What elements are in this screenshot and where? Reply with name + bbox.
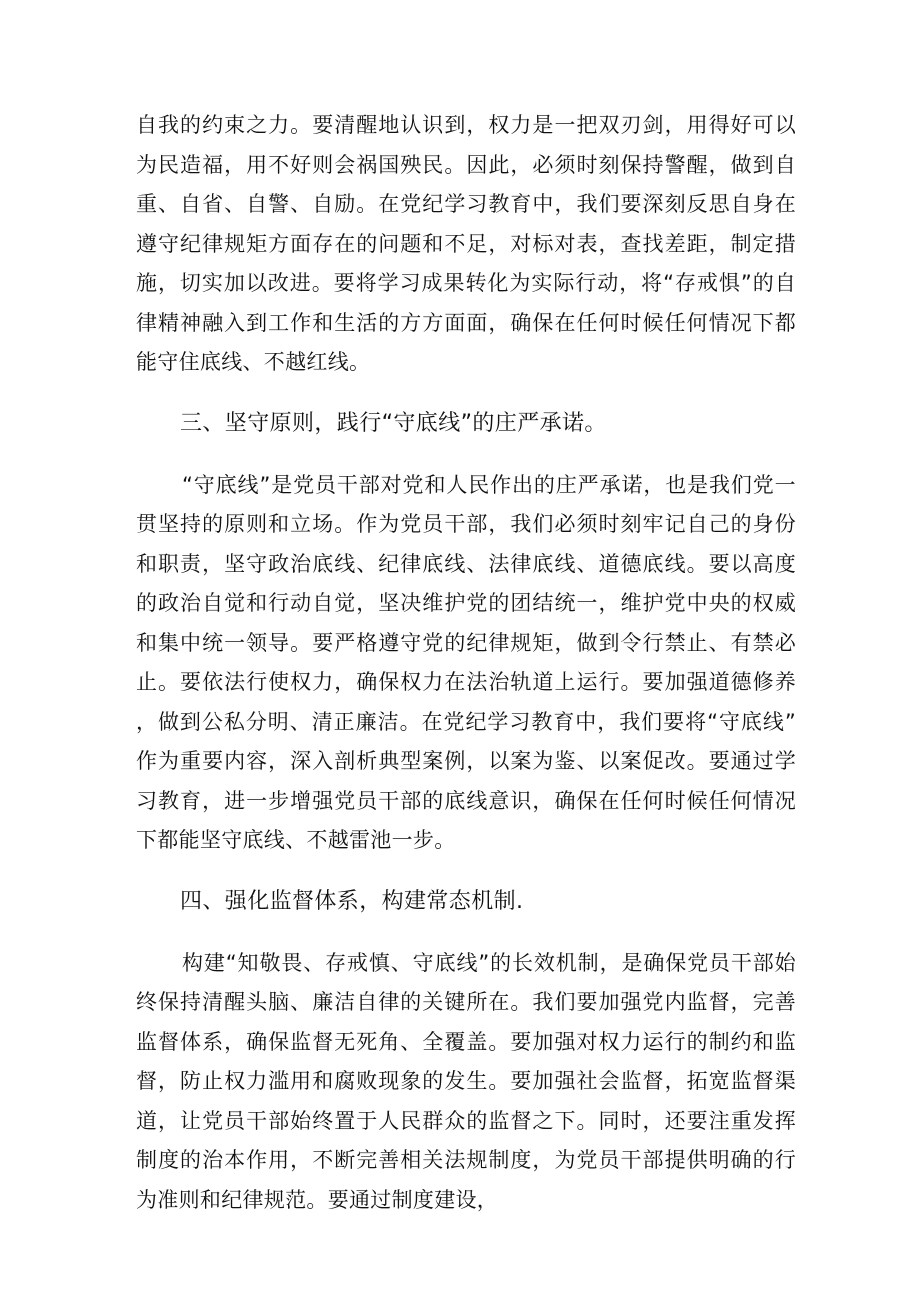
- paragraph-continued: 自我的约束之力。要清醒地认识到，权力是一把双刃剑，用得好可以为民造福，用不好则会祸国殃民。因此，必须时刻保持警醒，做到自重、自省、自警、自励。在党纪学习教育中，我们要深刻反思自身在遵守纪律规矩方面存在的问题和不足，对标对表，查找差距，制定措施，切实加以改进。要将学习成果转化为实际行动，将“存戒惧”的自律精神融入到工作和生活的方方面面，确保在任何时候任何情况下都能守住底线、不越红线。: [136, 113, 796, 374]
- section-heading-four: 四、强化监督体系，构建常态机制.: [180, 888, 524, 914]
- section-heading-three: 三、坚守原则，践行“守底线”的庄严承诺。: [180, 410, 607, 436]
- document-body: [136, 106, 796, 1220]
- paragraph-supervision: 构建“知敬畏、存戒慎、守底线”的长效机制，是确保党员干部始终保持清醒头脑、廉洁自律的关键所在。我们要加强党内监督，完善监督体系，确保监督无死角、全覆盖。要加强对权力运行的制约和监督，防止权力滥用和腐败现象的发生。要加强社会监督，拓宽监督渠道，让党员干部始终置于人民群众的监督之下。同时，还要注重发挥制度的治本作用，不断完善相关法规制度，为党员干部提供明确的行为准则和纪律规范。要通过制度建设，: [136, 950, 796, 1212]
- paragraph-bottom-line: “守底线”是党员干部对党和人民作出的庄严承诺，也是我们党一贯坚持的原则和立场。作为党员干部，我们必须时刻牢记自己的身份和职责，坚守政治底线、纪律底线、法律底线、道德底线。要以高度的政治自觉和行动自觉，坚决维护党的团结统一，维护党中央的权威和集中统一领导。要严格遵守党的纪律规矩，做到令行禁止、有禁必止。要依法行使权力，确保权力在法治轨道上运行。要加强道德修养，做到公私分明、清正廉洁。在党纪学习教育中，我们要将“守底线”作为重要内容，深入剖析典型案例，以案为鉴、以案促改。要通过学习教育，进一步增强党员干部的底线意识，确保在任何时候任何情况下都能坚守底线、不越雷池一步。: [136, 472, 796, 852]
